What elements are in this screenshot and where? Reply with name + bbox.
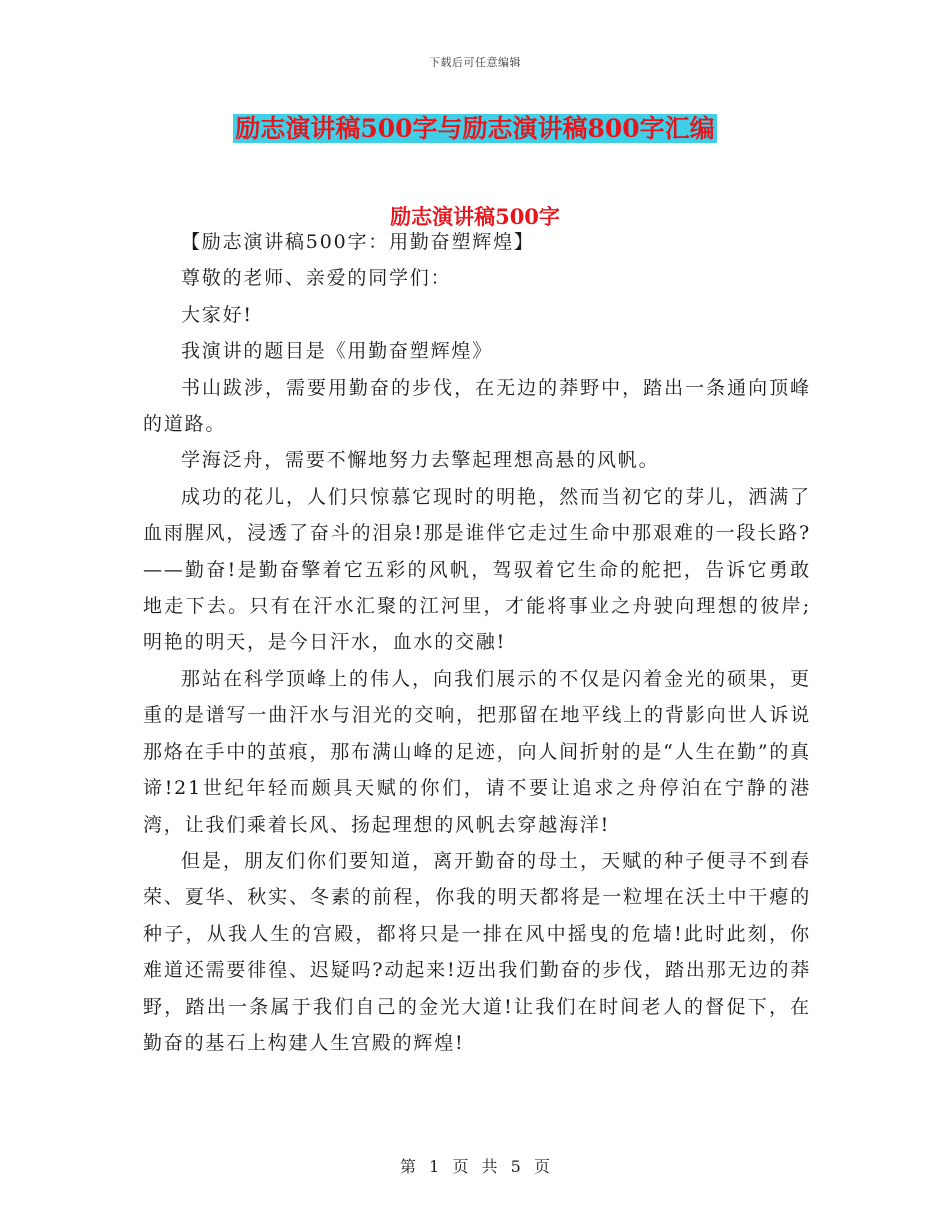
paragraph-topic: 我演讲的题目是《用勤奋塑辉煌》 — [181, 340, 494, 363]
paragraph: 成功的花儿，人们只惊慕它现时的明艳，然而当初它的芽儿，洒满了血雨腥风，浸透了奋斗的泪泉!那是谁伴它走过生命中那艰难的一段长路?——勤奋!是勤奋擎着它五彩的风帆，驾驭着它生命的舵把，告诉它勇敢地走下去。只有在汗水汇聚的江河里，才能将事业之舟驶向理想的彼岸;明艳的明天，是今日汗水，血水的交融! — [143, 485, 811, 654]
page-footer — [0, 1154, 950, 1177]
paragraph: 学海泛舟，需要不懈地努力去擎起理想高悬的风帆。 — [181, 449, 660, 472]
footer-total-prefix: 共 — [481, 1157, 498, 1176]
document-body — [143, 224, 811, 1061]
paragraph-hello: 大家好! — [181, 303, 253, 326]
footer-total-word: 页 — [533, 1157, 550, 1176]
section-title: 励志演讲稿500字 — [390, 204, 560, 229]
footer-total-pages: 5 — [510, 1157, 521, 1176]
footer-page-number: 1 — [429, 1157, 440, 1176]
footer-page-prefix: 第 — [400, 1157, 417, 1176]
header-note: 下载后可任意编辑 — [429, 56, 521, 69]
document-title — [0, 112, 950, 146]
paragraph: 那站在科学顶峰上的伟人，向我们展示的不仅是闪着金光的硕果，更重的是谱写一曲汗水与泪光的交响，把那留在地平线上的背影向世人诉说那烙在手中的茧痕，那布满山峰的足迹，向人间折射的是“人生在勤”的真谛!21世纪年轻而颇具天赋的你们，请不要让追求之舟停泊在宁静的港湾，让我们乘着长风、扬起理想的风帆去穿越海洋! — [143, 667, 811, 836]
paragraph-subtitle: 【励志演讲稿500字：用勤奋塑辉煌】 — [181, 231, 535, 253]
document-title-text: 励志演讲稿500字与励志演讲稿800字汇编 — [235, 114, 715, 143]
paragraph: 书山跋涉，需要用勤奋的步伐，在无边的莽野中，踏出一条通向顶峰的道路。 — [143, 376, 811, 436]
paragraph: 但是，朋友们你们要知道，离开勤奋的母土，天赋的种子便寻不到春荣、夏华、秋实、冬素的前程，你我的明天都将是一粒埋在沃土中干瘪的种子，从我人生的宫殿，都将只是一排在风中摇曳的危墙!此时此刻，你难道还需要徘徨、迟疑吗?动起来!迈出我们勤奋的步伐，踏出那无边的莽野，踏出一条属于我们自己的金光大道!让我们在时间老人的督促下，在勤奋的基石上构建人生宫殿的辉煌! — [143, 849, 811, 1054]
paragraph-greeting: 尊敬的老师、亲爱的同学们： — [181, 267, 452, 290]
footer-page-word: 页 — [452, 1157, 469, 1176]
